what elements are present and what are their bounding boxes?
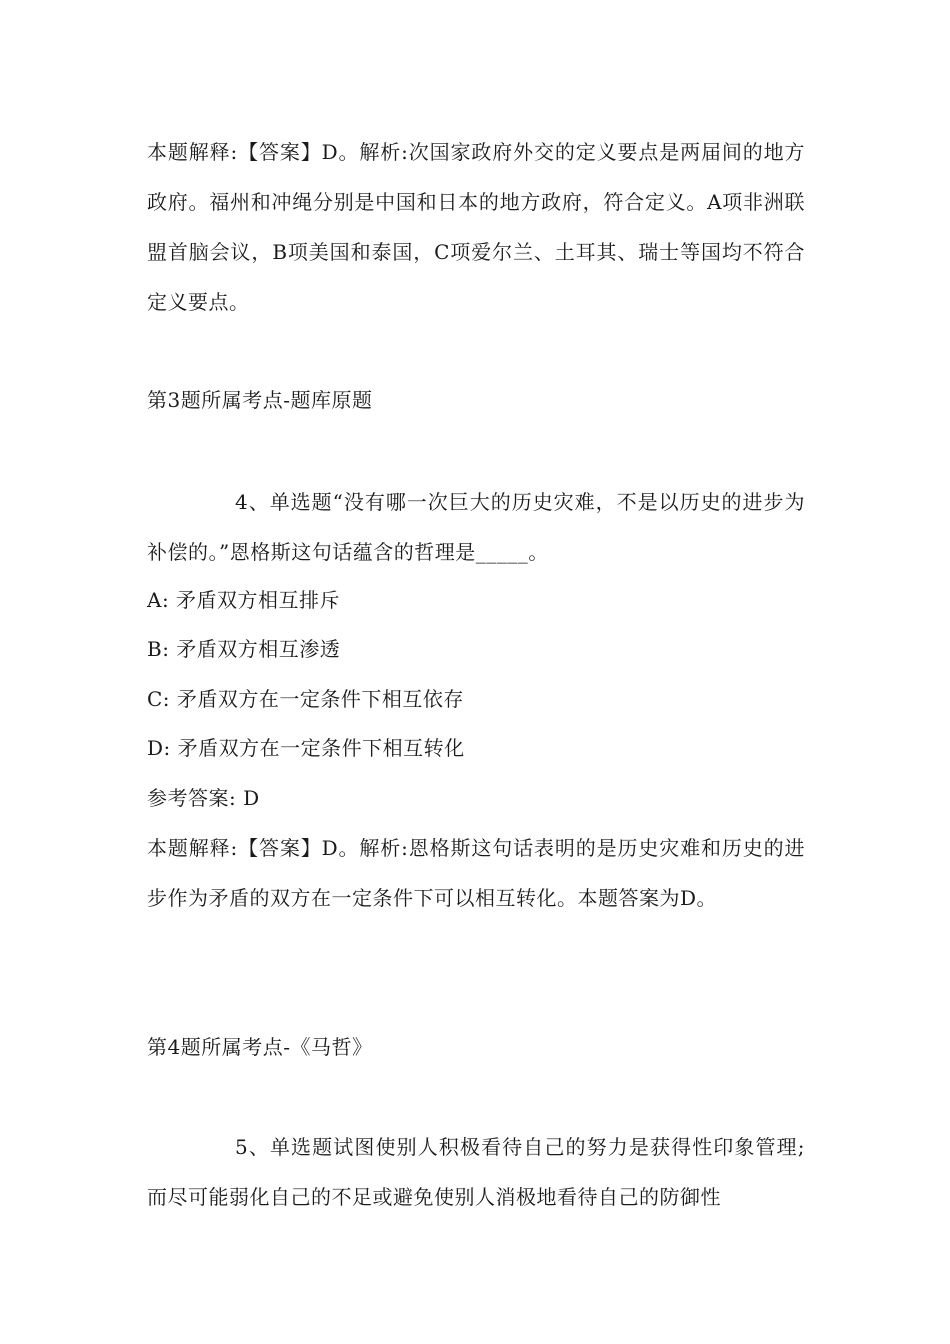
q4-answer: 参考答案: D (147, 786, 260, 810)
q4-option-c: C: 矛盾双方在一定条件下相互依存 (147, 687, 464, 711)
q5-stem: 5、单选题试图使别人积极看待自己的努力是获得性印象管理;而尽可能弱化自己的不足或避免使别人消极地看待自己的防御性 (147, 1135, 805, 1209)
q4-topic: 第4题所属考点-《马哲》 (147, 1035, 373, 1059)
q4-option-b: B: 矛盾双方相互渗透 (147, 637, 341, 661)
q4-stem: 4、单选题“没有哪一次巨大的历史灾难，不是以历史的进步为补偿的。”恩格斯这句话蕴含的哲理是_____。 (147, 490, 805, 564)
q4-explanation: 本题解释:【答案】D。解析:恩格斯这句话表明的是历史灾难和历史的进步作为矛盾的双方在一定条件下可以相互转化。本题答案为D。 (147, 836, 805, 910)
q3-explanation: 本题解释:【答案】D。解析:次国家政府外交的定义要点是两届间的地方政府。福州和冲绳分别是中国和日本的地方政府，符合定义。A项非洲联盟首脑会议，B项美国和泰国，C项爱尔兰、土耳其、瑞士等国均不符合定义要点。 (147, 140, 805, 314)
q4-option-d: D: 矛盾双方在一定条件下相互转化 (147, 736, 465, 760)
q3-topic: 第3题所属考点-题库原题 (147, 388, 373, 412)
q4-option-a: A: 矛盾双方相互排斥 (147, 588, 341, 612)
